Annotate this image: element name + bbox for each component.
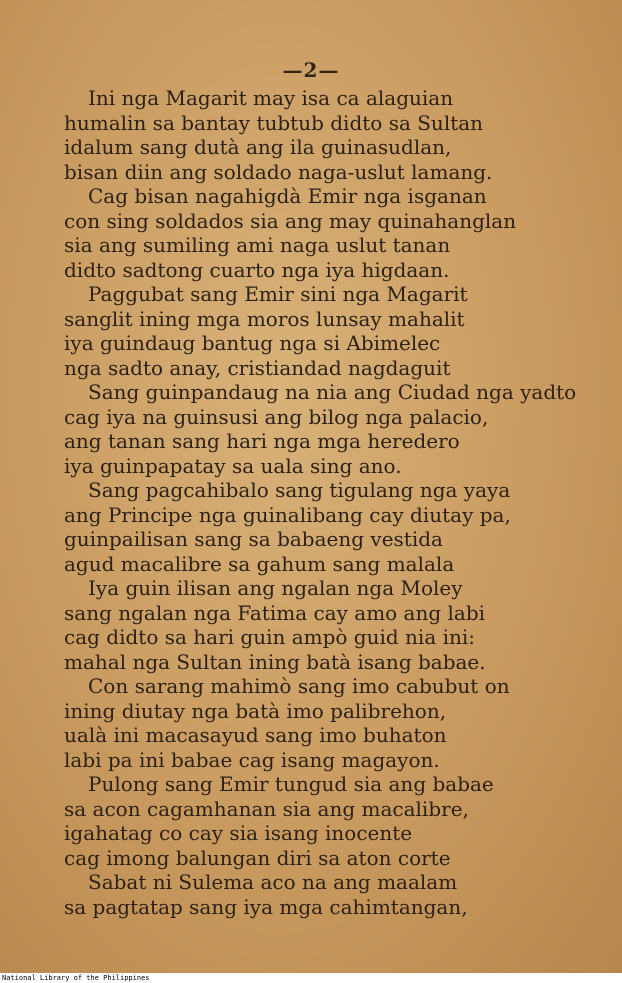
- poem-line: sia ang sumiling ami naga uslut tanan: [64, 233, 451, 257]
- poem-line: Ini nga Magarit may isa ca alaguian: [88, 86, 454, 110]
- stanza: [64, 184, 604, 282]
- stanza: [64, 674, 604, 772]
- poem-line: Pulong sang Emir tungud sia ang babae: [88, 772, 494, 796]
- poem-line: Iya guin ilisan ang ngalan nga Moley: [88, 576, 463, 600]
- poem-line: humalin sa bantay tubtub didto sa Sultan: [64, 110, 484, 135]
- stanza: [64, 86, 604, 184]
- poem-line: sang ngalan nga Fatima cay amo ang labi: [64, 600, 486, 625]
- stanza: [64, 478, 604, 576]
- poem-line: sa acon cagamhanan sia ang macalibre,: [64, 796, 469, 821]
- poem-line: Sang pagcahibalo sang tigulang nga yaya: [88, 478, 511, 502]
- poem-line: Con sarang mahimò sang imo cabubut on: [88, 674, 510, 698]
- poem-line: cag iya na guinsusi ang bilog nga palacio,: [64, 404, 489, 429]
- poem-line: ualà ini macasayud sang imo buhaton: [64, 723, 447, 747]
- poem-line: sa pagtatap sang iya mga cahimtangan,: [64, 894, 468, 919]
- poem-line: Sabat ni Sulema aco na ang maalam: [88, 870, 458, 894]
- stanza: [64, 282, 604, 380]
- stanza: [64, 870, 604, 919]
- page-number: —2—: [282, 58, 340, 82]
- poem-line: nga sadto anay, cristiandad nagdaguit: [64, 355, 451, 380]
- poem-line: Cag bisan nagahigdà Emir nga isganan: [88, 184, 487, 208]
- poem-line: bisan diin ang soldado naga-uslut lamang.: [64, 159, 493, 184]
- stanza: [64, 772, 604, 870]
- stanza: [64, 576, 604, 674]
- poem-line: Sang guinpandaug na nia ang Ciudad nga yadto: [88, 380, 577, 404]
- poem-line: agud macalibre sa gahum sang malala: [64, 551, 455, 576]
- poem-line: guinpailisan sang sa babaeng vestida: [64, 527, 443, 551]
- poem-line: didto sadtong cuarto nga iya higdaan.: [64, 257, 450, 282]
- poem-line: iya guindaug bantug nga si Abimelec: [64, 331, 441, 355]
- poem-line: sanglit ining mga moros lunsay mahalit: [64, 306, 465, 331]
- poem-line: ang tanan sang hari nga mga heredero: [64, 429, 460, 453]
- poem-line: mahal nga Sultan ining batà isang babae.: [64, 649, 486, 674]
- poem-line: labi pa ini babae cag isang magayon.: [64, 747, 440, 772]
- stanza: [64, 380, 604, 478]
- poem-line: idalum sang dutà ang ila guinasudlan,: [64, 135, 452, 159]
- poem-line: cag didto sa hari guin ampò guid nia ini:: [64, 625, 476, 649]
- poem-line: con sing soldados sia ang may quinahanglan: [64, 208, 517, 233]
- poem-line: cag imong balungan diri sa aton corte: [64, 845, 451, 870]
- poem-line: ining diutay nga batà imo palibrehon,: [64, 698, 447, 723]
- poem-line: ang Principe nga guinalibang cay diutay pa,: [64, 502, 511, 527]
- poem-line: igahatag co cay sia isang inocente: [64, 821, 413, 845]
- poem-text: [64, 86, 604, 919]
- poem-line: iya guinpapatay sa uala sing ano.: [64, 453, 402, 478]
- library-credit: National Library of the Philippines: [2, 974, 150, 982]
- poem-line: Paggubat sang Emir sini nga Magarit: [88, 282, 468, 306]
